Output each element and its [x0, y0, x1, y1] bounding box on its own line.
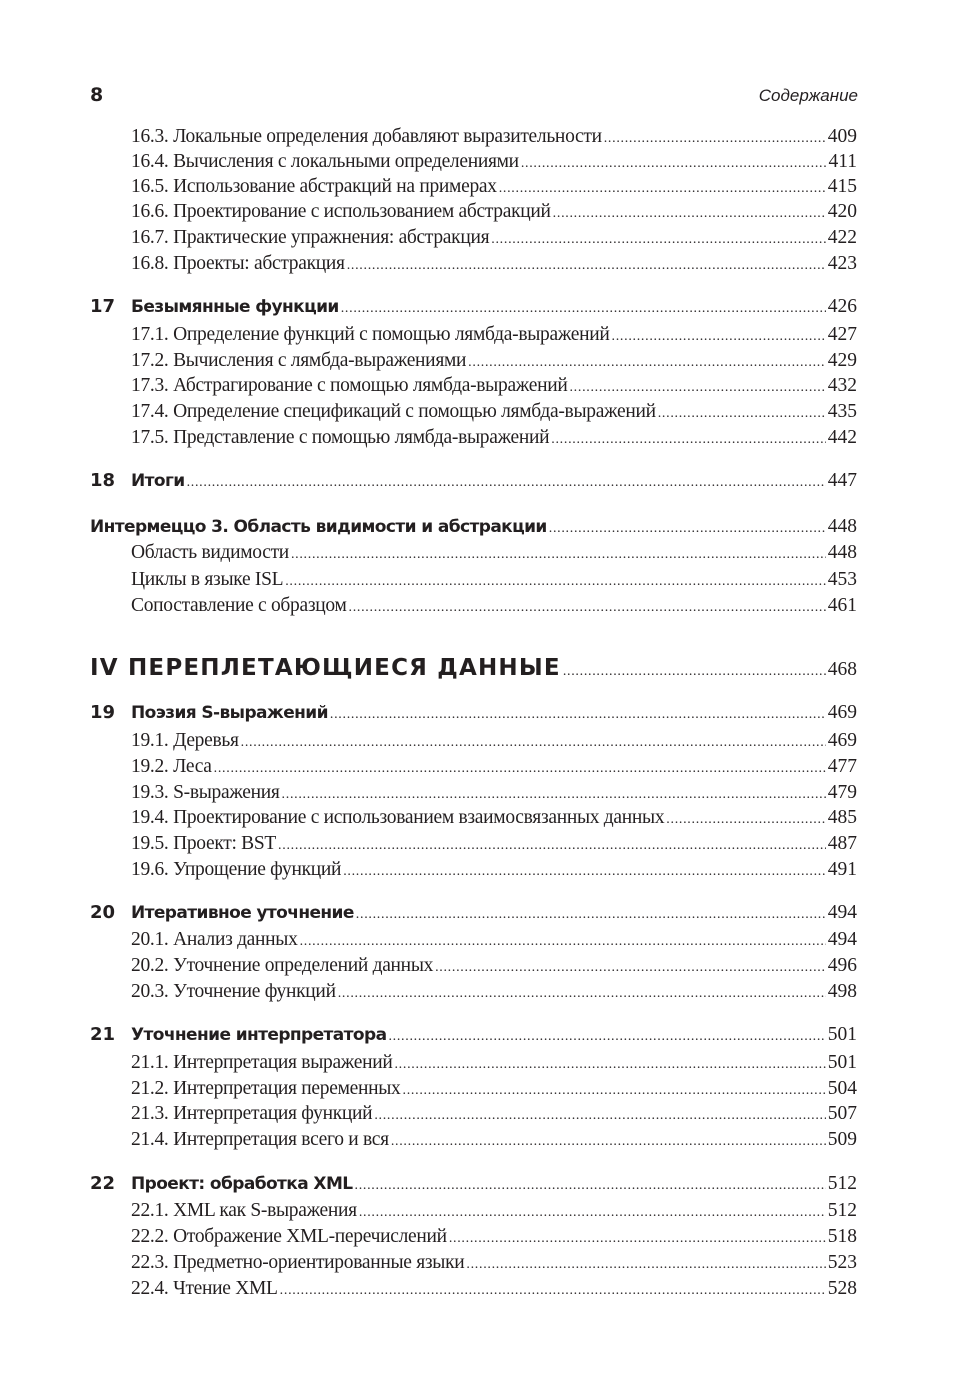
toc-entry-title: Циклы в языке ISL — [131, 569, 284, 590]
toc-entry-page: 409 — [827, 126, 857, 147]
toc-entry-title: 22.1. XML как S-выражения — [131, 1200, 357, 1221]
toc-entry-title: Сопоставление с образцом — [131, 595, 347, 616]
toc-entry[interactable] — [0, 201, 974, 227]
chapter-title: Итеративное уточнение — [131, 903, 354, 923]
toc-entry-page: 453 — [827, 569, 857, 590]
dot-leader — [466, 1257, 825, 1273]
toc-entry[interactable] — [0, 730, 974, 756]
toc-entry[interactable] — [0, 595, 974, 621]
toc-entry-page: 477 — [827, 756, 857, 777]
chapter-number: 20 — [90, 902, 116, 923]
toc-entry[interactable] — [0, 859, 974, 885]
chapter-title: Итоги — [131, 471, 185, 491]
dot-leader — [658, 406, 826, 422]
toc-entry-title: 19.1. Деревья — [131, 730, 239, 751]
dot-leader — [549, 521, 826, 537]
toc-entry-title: 20.2. Уточнение определений данных — [131, 955, 434, 976]
dot-leader — [604, 131, 826, 147]
toc-entry[interactable] — [0, 833, 974, 859]
dot-leader — [468, 355, 826, 371]
chapter-page: 447 — [827, 470, 857, 491]
toc-entry[interactable] — [0, 350, 974, 376]
toc-part-4[interactable] — [0, 655, 974, 687]
toc-entry-page: 498 — [827, 981, 857, 1002]
chapter-number: 21 — [90, 1024, 116, 1045]
dot-leader — [569, 380, 825, 396]
toc-entry-title: 16.4. Вычисления с локальными определениями — [131, 151, 519, 172]
chapter-page: 501 — [827, 1024, 857, 1045]
toc-entry[interactable] — [0, 1052, 974, 1078]
dot-leader — [187, 475, 826, 491]
toc-intermezzo-3[interactable] — [0, 516, 974, 542]
toc-entry[interactable] — [0, 324, 974, 350]
toc-entry[interactable] — [0, 227, 974, 253]
toc-entry-page: 494 — [827, 929, 857, 950]
toc-entry[interactable] — [0, 782, 974, 808]
dot-leader — [214, 761, 826, 777]
chapter-number: 18 — [90, 470, 116, 491]
chapter-number: 22 — [90, 1173, 116, 1194]
part-page: 468 — [827, 659, 857, 680]
chapter-number: 17 — [90, 296, 116, 317]
toc-entry[interactable] — [0, 126, 974, 152]
running-head: Содержание — [758, 86, 858, 105]
toc-entry[interactable] — [0, 1103, 974, 1129]
toc-chapter-19[interactable] — [0, 702, 974, 728]
toc-chapter-22[interactable] — [0, 1173, 974, 1199]
intermezzo-page: 448 — [827, 516, 857, 537]
toc-entry[interactable] — [0, 176, 974, 202]
chapter-title: Поэзия S-выражений — [131, 703, 328, 723]
dot-leader — [553, 206, 826, 222]
dot-leader — [374, 1108, 825, 1124]
toc-entry-title: 20.1. Анализ данных — [131, 929, 298, 950]
chapter-page: 494 — [827, 902, 857, 923]
dot-leader — [291, 547, 826, 563]
toc-entry[interactable] — [0, 569, 974, 595]
dot-leader — [563, 664, 826, 680]
toc-entry-title: 16.5. Использование абстракций на примерах — [131, 176, 497, 197]
toc-entry-title: 21.2. Интерпретация переменных — [131, 1078, 401, 1099]
toc-chapter-21[interactable] — [0, 1024, 974, 1050]
toc-entry-page: 423 — [827, 253, 857, 274]
part-title: IV ПЕРЕПЛЕТАЮЩИЕСЯ ДАННЫЕ — [90, 655, 561, 681]
toc-entry-page: 512 — [827, 1200, 857, 1221]
toc-entry-title: 19.4. Проектирование с использованием взаимосвязанных данных — [131, 807, 665, 828]
dot-leader — [347, 258, 826, 274]
toc-entry-title: 22.4. Чтение XML — [131, 1278, 278, 1299]
toc-entry-title: 22.3. Предметно-ориентированные языки — [131, 1252, 465, 1273]
dot-leader — [491, 232, 825, 248]
toc-entry[interactable] — [0, 375, 974, 401]
toc-entry-title: 19.6. Упрощение функций — [131, 859, 342, 880]
toc-entry[interactable] — [0, 427, 974, 453]
toc-entry-page: 501 — [827, 1052, 857, 1073]
toc-entry-page: 469 — [827, 730, 857, 751]
dot-leader — [355, 1178, 826, 1194]
toc-entry-title: 16.6. Проектирование с использованием абстракций — [131, 201, 551, 222]
toc-entry[interactable] — [0, 756, 974, 782]
dot-leader — [435, 960, 826, 976]
chapter-title: Проект: обработка XML — [131, 1174, 353, 1194]
toc-entry-page: 422 — [827, 227, 857, 248]
dot-leader — [551, 432, 825, 448]
dot-leader — [280, 1283, 826, 1299]
toc-entry-page: 479 — [827, 782, 857, 803]
toc-entry-page: 507 — [827, 1103, 857, 1124]
dot-leader — [300, 934, 826, 950]
toc-chapter-17[interactable] — [0, 296, 974, 322]
toc-entry-page: 435 — [827, 401, 857, 422]
toc-entry-title: 17.2. Вычисления с лямбда-выражениями — [131, 350, 467, 371]
toc-entry-page: 448 — [827, 542, 857, 563]
toc-entry[interactable] — [0, 1200, 974, 1226]
dot-leader — [391, 1134, 826, 1150]
toc-entry-page: 427 — [827, 324, 857, 345]
dot-leader — [282, 787, 826, 803]
dot-leader — [278, 838, 826, 854]
toc-entry-title: 19.5. Проект: BST — [131, 833, 277, 854]
dot-leader — [388, 1029, 825, 1045]
toc-entry-page: 411 — [828, 151, 857, 172]
toc-entry-page: 491 — [827, 859, 857, 880]
toc-entry-page: 523 — [827, 1252, 857, 1273]
toc-entry-title: 16.7. Практические упражнения: абстракция — [131, 227, 490, 248]
page-number: 8 — [90, 84, 104, 106]
dot-leader — [356, 907, 826, 923]
toc-entry-title: 19.3. S-выражения — [131, 782, 280, 803]
toc-entry[interactable] — [0, 807, 974, 833]
dot-leader — [349, 600, 826, 616]
dot-leader — [666, 812, 825, 828]
toc-entry[interactable] — [0, 401, 974, 427]
toc-entry-page: 487 — [827, 833, 857, 854]
toc-entry-title: 21.1. Интерпретация выражений — [131, 1052, 393, 1073]
dot-leader — [285, 574, 826, 590]
toc-entry[interactable] — [0, 1226, 974, 1252]
toc-entry[interactable] — [0, 1252, 974, 1278]
toc-entry-page: 461 — [827, 595, 857, 616]
toc-entry-page: 509 — [827, 1129, 857, 1150]
toc-entry-title: 17.4. Определение спецификаций с помощью лямбда-выражений — [131, 401, 656, 422]
toc-entry-title: Область видимости — [131, 542, 289, 563]
toc-entry-title: 19.2. Леса — [131, 756, 212, 777]
toc-entry-title: 22.2. Отображение XML-перечислений — [131, 1226, 447, 1247]
toc-entry-title: 16.3. Локальные определения добавляют выразительности — [131, 126, 602, 147]
toc-entry-page: 496 — [827, 955, 857, 976]
toc-entry[interactable] — [0, 1278, 974, 1304]
toc-entry-title: 17.3. Абстрагирование с помощью лямбда-выражений — [131, 375, 568, 396]
toc-entry-page: 420 — [827, 201, 857, 222]
toc-entry-page: 518 — [827, 1226, 857, 1247]
toc-entry[interactable] — [0, 542, 974, 568]
toc-entry-title: 21.4. Интерпретация всего и вся — [131, 1129, 389, 1150]
toc-chapter-20[interactable] — [0, 902, 974, 928]
toc-entry-title: 17.1. Определение функций с помощью лямбда-выражений — [131, 324, 610, 345]
toc-entry-page: 485 — [827, 807, 857, 828]
dot-leader — [330, 707, 826, 723]
dot-leader — [343, 864, 826, 880]
dot-leader — [341, 301, 826, 317]
chapter-number: 19 — [90, 702, 116, 723]
toc-entry-page: 504 — [827, 1078, 857, 1099]
intermezzo-title: Интермеццо 3. Область видимости и абстракции — [90, 517, 547, 537]
toc-entry-page: 429 — [827, 350, 857, 371]
dot-leader — [403, 1083, 826, 1099]
toc-entry[interactable] — [0, 929, 974, 955]
dot-leader — [449, 1231, 826, 1247]
toc-entry-title: 21.3. Интерпретация функций — [131, 1103, 373, 1124]
toc-entry[interactable] — [0, 1078, 974, 1104]
toc-entry-page: 442 — [827, 427, 857, 448]
toc-entry[interactable] — [0, 1129, 974, 1155]
chapter-title: Уточнение интерпретатора — [131, 1025, 387, 1045]
toc-chapter-18[interactable] — [0, 470, 974, 496]
dot-leader — [394, 1057, 825, 1073]
toc-entry[interactable] — [0, 955, 974, 981]
chapter-page: 426 — [827, 296, 857, 317]
dot-leader — [612, 329, 826, 345]
dot-leader — [521, 156, 827, 172]
chapter-page: 469 — [827, 702, 857, 723]
dot-leader — [359, 1205, 826, 1221]
toc-entry[interactable] — [0, 253, 974, 279]
chapter-page: 512 — [827, 1173, 857, 1194]
toc-entry-title: 16.8. Проекты: абстракция — [131, 253, 345, 274]
toc-entry-page: 528 — [827, 1278, 857, 1299]
toc-entry-title: 20.3. Уточнение функций — [131, 981, 336, 1002]
dot-leader — [338, 986, 826, 1002]
dot-leader — [499, 181, 826, 197]
dot-leader — [241, 735, 826, 751]
toc-entry[interactable] — [0, 981, 974, 1007]
toc-entry-page: 432 — [827, 375, 857, 396]
toc-entry-page: 415 — [827, 176, 857, 197]
toc-entry-title: 17.5. Представление с помощью лямбда-выражений — [131, 427, 550, 448]
toc-entry[interactable] — [0, 151, 974, 177]
chapter-title: Безымянные функции — [131, 297, 339, 317]
